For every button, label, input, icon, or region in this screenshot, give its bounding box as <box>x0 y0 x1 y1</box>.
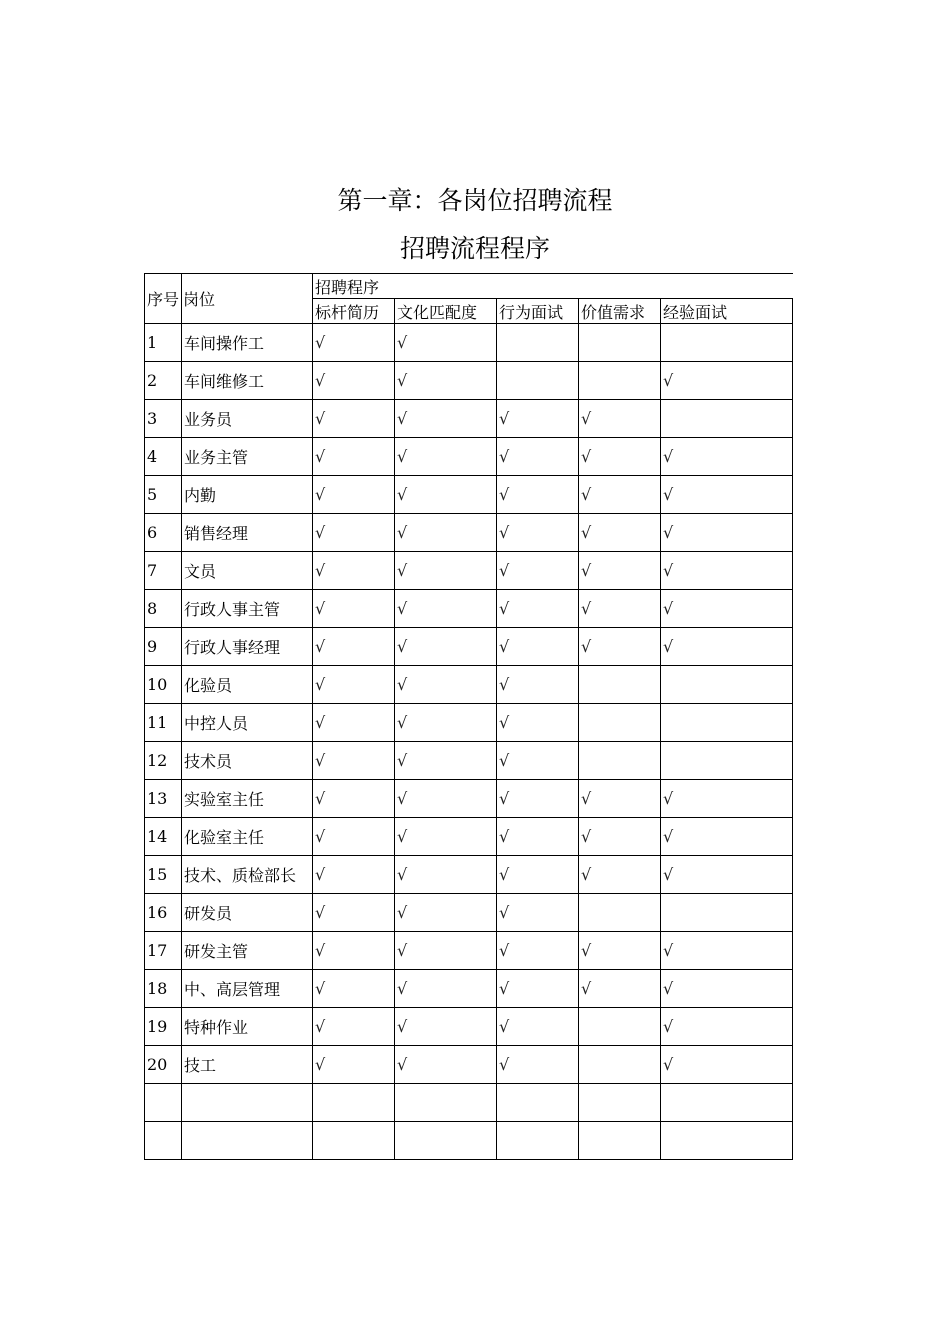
table-row <box>145 476 793 514</box>
row-position: 车间维修工 <box>182 362 313 400</box>
check-cell-culture-fit: √ <box>395 780 497 818</box>
row-number: 14 <box>145 818 182 856</box>
check-cell-behavior-interview: √ <box>497 1008 579 1046</box>
check-cell-resume: √ <box>313 514 395 552</box>
check-cell-behavior-interview: √ <box>497 590 579 628</box>
table-row <box>145 894 793 932</box>
check-cell-experience-interview: √ <box>661 1046 793 1084</box>
check-cell-culture-fit: √ <box>395 324 497 362</box>
check-cell-culture-fit: √ <box>395 628 497 666</box>
check-cell-resume: √ <box>313 552 395 590</box>
check-cell-resume: √ <box>313 970 395 1008</box>
row-number <box>145 1122 182 1160</box>
table-row <box>145 856 793 894</box>
row-number: 3 <box>145 400 182 438</box>
row-number: 2 <box>145 362 182 400</box>
row-position: 技工 <box>182 1046 313 1084</box>
table-row <box>145 932 793 970</box>
check-cell-resume: √ <box>313 400 395 438</box>
check-cell-resume: √ <box>313 628 395 666</box>
check-cell-culture-fit: √ <box>395 514 497 552</box>
row-position: 中、高层管理 <box>182 970 313 1008</box>
check-cell-culture-fit: √ <box>395 552 497 590</box>
header-step-behavior-interview: 行为面试 <box>497 299 579 324</box>
check-cell-behavior-interview: √ <box>497 932 579 970</box>
row-number: 16 <box>145 894 182 932</box>
check-cell-resume: √ <box>313 894 395 932</box>
check-cell-experience-interview <box>661 1084 793 1122</box>
check-cell-resume: √ <box>313 1008 395 1046</box>
check-cell-behavior-interview: √ <box>497 704 579 742</box>
table-row <box>145 590 793 628</box>
check-cell-resume: √ <box>313 324 395 362</box>
table-row <box>145 400 793 438</box>
check-cell-culture-fit: √ <box>395 438 497 476</box>
row-number: 8 <box>145 590 182 628</box>
check-cell-experience-interview: √ <box>661 780 793 818</box>
row-number: 20 <box>145 1046 182 1084</box>
check-cell-experience-interview: √ <box>661 476 793 514</box>
check-cell-culture-fit <box>395 1122 497 1160</box>
check-cell-culture-fit <box>395 1084 497 1122</box>
check-cell-experience-interview <box>661 704 793 742</box>
check-cell-culture-fit: √ <box>395 894 497 932</box>
check-cell-behavior-interview: √ <box>497 894 579 932</box>
check-cell-behavior-interview: √ <box>497 476 579 514</box>
check-cell-culture-fit: √ <box>395 590 497 628</box>
check-cell-experience-interview: √ <box>661 1008 793 1046</box>
check-cell-behavior-interview <box>497 1084 579 1122</box>
check-cell-resume: √ <box>313 780 395 818</box>
check-cell-value-needs: √ <box>579 400 661 438</box>
check-cell-value-needs: √ <box>579 590 661 628</box>
table-row <box>145 628 793 666</box>
row-number: 15 <box>145 856 182 894</box>
row-position: 技术、质检部长 <box>182 856 313 894</box>
check-cell-culture-fit: √ <box>395 704 497 742</box>
check-cell-experience-interview <box>661 400 793 438</box>
check-cell-experience-interview <box>661 742 793 780</box>
check-cell-value-needs: √ <box>579 970 661 1008</box>
check-cell-experience-interview: √ <box>661 856 793 894</box>
check-cell-behavior-interview: √ <box>497 742 579 780</box>
check-cell-value-needs: √ <box>579 476 661 514</box>
check-cell-value-needs <box>579 894 661 932</box>
row-position: 技术员 <box>182 742 313 780</box>
check-cell-behavior-interview: √ <box>497 552 579 590</box>
check-cell-experience-interview: √ <box>661 932 793 970</box>
row-position: 内勤 <box>182 476 313 514</box>
table-row <box>145 362 793 400</box>
check-cell-culture-fit: √ <box>395 742 497 780</box>
check-cell-resume: √ <box>313 438 395 476</box>
row-number <box>145 1084 182 1122</box>
row-position: 化验员 <box>182 666 313 704</box>
row-position <box>182 1084 313 1122</box>
check-cell-culture-fit: √ <box>395 818 497 856</box>
row-number: 4 <box>145 438 182 476</box>
check-cell-culture-fit: √ <box>395 1046 497 1084</box>
check-cell-resume <box>313 1122 395 1160</box>
check-cell-culture-fit: √ <box>395 362 497 400</box>
check-cell-value-needs: √ <box>579 818 661 856</box>
check-cell-behavior-interview: √ <box>497 780 579 818</box>
table-row <box>145 742 793 780</box>
check-cell-value-needs <box>579 1008 661 1046</box>
table-row <box>145 704 793 742</box>
row-position: 行政人事主管 <box>182 590 313 628</box>
check-cell-experience-interview: √ <box>661 362 793 400</box>
check-cell-behavior-interview: √ <box>497 856 579 894</box>
check-cell-value-needs: √ <box>579 780 661 818</box>
check-cell-resume: √ <box>313 704 395 742</box>
check-cell-behavior-interview: √ <box>497 970 579 1008</box>
check-cell-resume: √ <box>313 666 395 704</box>
check-cell-culture-fit: √ <box>395 970 497 1008</box>
row-number: 18 <box>145 970 182 1008</box>
row-position: 行政人事经理 <box>182 628 313 666</box>
row-position: 中控人员 <box>182 704 313 742</box>
check-cell-experience-interview: √ <box>661 628 793 666</box>
row-position: 研发主管 <box>182 932 313 970</box>
check-cell-experience-interview <box>661 894 793 932</box>
row-position: 化验室主任 <box>182 818 313 856</box>
check-cell-value-needs: √ <box>579 856 661 894</box>
check-cell-resume: √ <box>313 590 395 628</box>
table-row <box>145 1122 793 1160</box>
check-cell-experience-interview <box>661 666 793 704</box>
check-cell-resume: √ <box>313 856 395 894</box>
recruitment-process-table <box>144 273 793 1160</box>
row-position <box>182 1122 313 1160</box>
check-cell-experience-interview: √ <box>661 970 793 1008</box>
check-cell-culture-fit: √ <box>395 400 497 438</box>
header-step-culture-fit: 文化匹配度 <box>395 299 497 324</box>
row-number: 13 <box>145 780 182 818</box>
row-position: 车间操作工 <box>182 324 313 362</box>
check-cell-value-needs: √ <box>579 552 661 590</box>
chapter-title: 第一章：各岗位招聘流程 <box>337 186 613 215</box>
check-cell-experience-interview: √ <box>661 438 793 476</box>
document-subtitle: 招聘流程程序 <box>399 234 550 263</box>
row-position: 销售经理 <box>182 514 313 552</box>
table-row <box>145 514 793 552</box>
check-cell-experience-interview: √ <box>661 818 793 856</box>
row-number: 1 <box>145 324 182 362</box>
check-cell-behavior-interview <box>497 1122 579 1160</box>
check-cell-experience-interview: √ <box>661 590 793 628</box>
check-cell-value-needs <box>579 666 661 704</box>
check-cell-value-needs <box>579 1046 661 1084</box>
check-cell-value-needs: √ <box>579 628 661 666</box>
check-cell-behavior-interview <box>497 324 579 362</box>
check-cell-experience-interview <box>661 1122 793 1160</box>
check-cell-value-needs <box>579 1084 661 1122</box>
check-cell-experience-interview: √ <box>661 552 793 590</box>
check-cell-resume <box>313 1084 395 1122</box>
check-cell-culture-fit: √ <box>395 856 497 894</box>
check-cell-resume: √ <box>313 476 395 514</box>
row-position: 业务主管 <box>182 438 313 476</box>
check-cell-behavior-interview: √ <box>497 438 579 476</box>
check-cell-value-needs <box>579 742 661 780</box>
table-header-row-top <box>145 274 793 299</box>
table-row <box>145 438 793 476</box>
check-cell-value-needs <box>579 362 661 400</box>
row-position: 文员 <box>182 552 313 590</box>
check-cell-behavior-interview: √ <box>497 514 579 552</box>
check-cell-value-needs: √ <box>579 438 661 476</box>
row-number: 17 <box>145 932 182 970</box>
table-row <box>145 666 793 704</box>
table-row <box>145 780 793 818</box>
row-position: 业务员 <box>182 400 313 438</box>
check-cell-resume: √ <box>313 362 395 400</box>
check-cell-behavior-interview: √ <box>497 1046 579 1084</box>
check-cell-value-needs: √ <box>579 514 661 552</box>
check-cell-behavior-interview: √ <box>497 400 579 438</box>
check-cell-resume: √ <box>313 932 395 970</box>
row-number: 11 <box>145 704 182 742</box>
row-number: 5 <box>145 476 182 514</box>
check-cell-experience-interview <box>661 324 793 362</box>
check-cell-value-needs <box>579 704 661 742</box>
row-number: 9 <box>145 628 182 666</box>
check-cell-value-needs <box>579 324 661 362</box>
check-cell-culture-fit: √ <box>395 1008 497 1046</box>
header-seq: 序号 <box>145 274 182 324</box>
check-cell-resume: √ <box>313 742 395 780</box>
row-position: 特种作业 <box>182 1008 313 1046</box>
check-cell-experience-interview: √ <box>661 514 793 552</box>
row-number: 12 <box>145 742 182 780</box>
header-position: 岗位 <box>182 274 313 324</box>
header-step-resume: 标杆简历 <box>313 299 395 324</box>
row-number: 6 <box>145 514 182 552</box>
check-cell-culture-fit: √ <box>395 666 497 704</box>
row-position: 实验室主任 <box>182 780 313 818</box>
row-position: 研发员 <box>182 894 313 932</box>
check-cell-value-needs: √ <box>579 932 661 970</box>
header-recruitment-procedure: 招聘程序 <box>313 274 793 299</box>
row-number: 10 <box>145 666 182 704</box>
table-row <box>145 818 793 856</box>
header-step-experience-interview: 经验面试 <box>661 299 793 324</box>
row-number: 7 <box>145 552 182 590</box>
check-cell-behavior-interview <box>497 362 579 400</box>
table-row <box>145 1008 793 1046</box>
check-cell-resume: √ <box>313 818 395 856</box>
table-row <box>145 1046 793 1084</box>
check-cell-behavior-interview: √ <box>497 818 579 856</box>
check-cell-culture-fit: √ <box>395 932 497 970</box>
table-row <box>145 1084 793 1122</box>
check-cell-behavior-interview: √ <box>497 628 579 666</box>
table-row <box>145 324 793 362</box>
table-row <box>145 970 793 1008</box>
check-cell-culture-fit: √ <box>395 476 497 514</box>
header-step-value-needs: 价值需求 <box>579 299 661 324</box>
check-cell-value-needs <box>579 1122 661 1160</box>
table-row <box>145 552 793 590</box>
row-number: 19 <box>145 1008 182 1046</box>
check-cell-resume: √ <box>313 1046 395 1084</box>
check-cell-behavior-interview: √ <box>497 666 579 704</box>
